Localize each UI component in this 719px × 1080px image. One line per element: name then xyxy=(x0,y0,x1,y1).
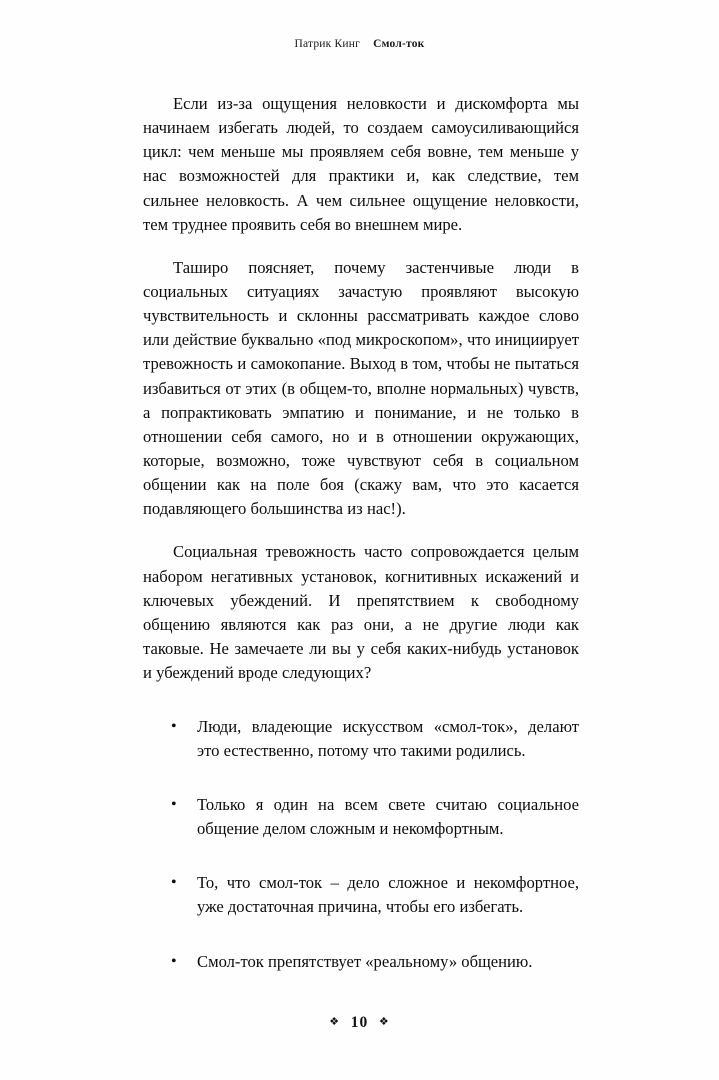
list-item-text: Люди, владеющие искусством «смол-ток», делают это естественно, потому что такими родились. xyxy=(197,717,579,761)
running-head xyxy=(0,38,719,50)
belief-list xyxy=(143,715,579,973)
bullet-icon: • xyxy=(171,874,177,892)
list-item xyxy=(143,715,579,763)
bullet-icon: • xyxy=(171,952,177,970)
diamond-ornament-left-icon: ❖ xyxy=(329,1016,341,1028)
paragraph-2: Таширо поясняет, почему застенчивые люди в социальных ситуациях зачастую проявляют высокую чувствительность и склонны рассматривать каждое слово или действие буквально «под микроскопом», что инициирует тревожность и самокопание. Выход в том, чтобы не пытаться избавиться от этих (в общем-то, вполне нормальных) чувств, а попрактиковать эмпатию и понимание, и не только в отношении себя самого, но и в отношении окружающих, которые, возможно, тоже чувствуют себя в социальном общении как на поле боя (скажу вам, что это касается подавляющего большинства из нас!). xyxy=(143,257,579,519)
bullet-icon: • xyxy=(171,718,177,736)
list-item-text: Только я один на всем свете считаю социальное общение делом сложным и некомфортным. xyxy=(197,795,579,839)
list-item xyxy=(143,793,579,841)
page-content xyxy=(143,92,579,1004)
page-footer xyxy=(0,1014,719,1032)
bullet-icon: • xyxy=(171,796,177,814)
list-item-text: Смол-ток препятствует «реальному» общению. xyxy=(197,951,533,971)
running-head-book-title: Смол-ток xyxy=(373,38,425,50)
diamond-ornament-right-icon: ❖ xyxy=(378,1016,390,1028)
list-item xyxy=(143,871,579,919)
list-item-text: То, что смол-ток – дело сложное и некомфортное, уже достаточная причина, чтобы его избегать. xyxy=(197,873,579,917)
paragraph-1: Если из-за ощущения неловкости и дискомфорта мы начинаем избегать людей, то создаем самоусиливающийся цикл: чем меньше мы проявляем себя вовне, тем меньше у нас возможностей для практики и, как следствие, тем сильнее неловкость. А чем сильнее ощущение неловкости, тем труднее проявить себя во внешнем мире. xyxy=(143,94,579,234)
paragraph-3: Социальная тревожность часто сопровождается целым набором негативных установок, когнитивных искажений и ключевых убеждений. И препятствием к свободному общению являются как раз они, а не другие люди как таковые. Не замечаете ли вы у себя каких-нибудь установок и убеждений вроде следующих? xyxy=(143,542,579,683)
running-head-author: Патрик Кинг xyxy=(294,38,361,50)
page-number: 10 xyxy=(350,1014,369,1031)
list-item xyxy=(143,950,579,974)
